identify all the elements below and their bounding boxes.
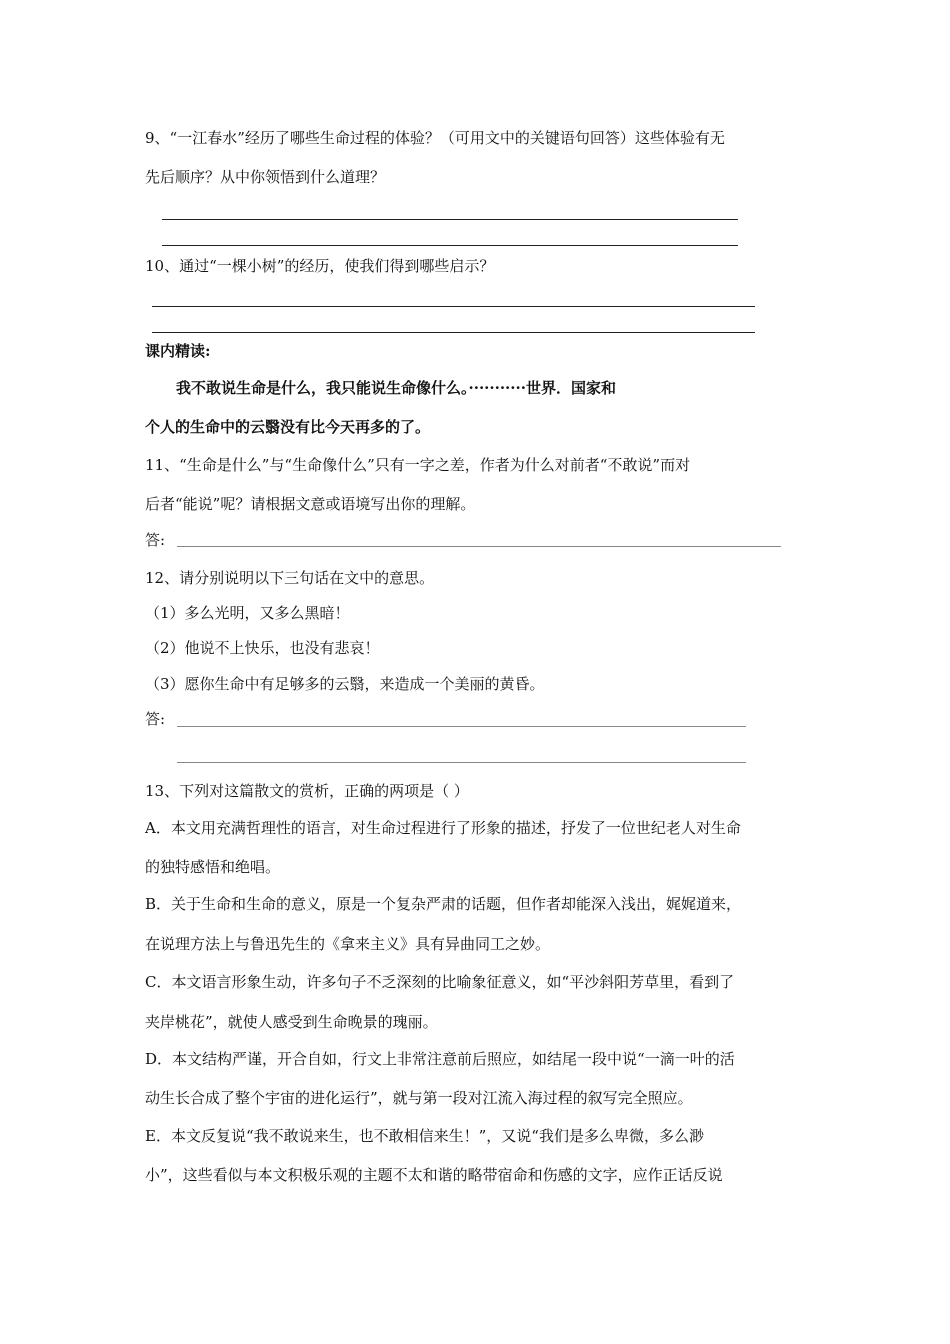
q13-option-a-line2: 的独特感悟和绝唱。 xyxy=(145,858,281,876)
q13-option-c-line1: C．本文语言形象生动，许多句子不乏深刻的比喻象征意义，如“平沙斜阳芳草里，看到了 xyxy=(145,973,735,991)
q10-answer-line-1 xyxy=(152,306,755,307)
q13-option-e-line1: E．本文反复说“我不敢说来生，也不敢相信来生！”，又说“我们是多么卑微，多么渺 xyxy=(145,1127,704,1145)
reading-line2: 个人的生命中的云翳没有比今天再多的了。 xyxy=(145,418,431,436)
q12-answer-line-2 xyxy=(177,762,746,763)
q12-item-3: （3）愿你生命中有足够多的云翳，来造成一个美丽的黄昏。 xyxy=(145,675,545,693)
q12-item-2: （2）他说不上快乐，也没有悲哀！ xyxy=(145,639,380,657)
q11-line1: 11、“生命是什么”与“生命像什么”只有一字之差，作者为什么对前者“不敢说”而对 xyxy=(145,456,691,474)
q12-item-1: （1）多么光明，又多么黑暗！ xyxy=(145,604,350,622)
q9-line2: 先后顺序？从中你领悟到什么道理？ xyxy=(145,168,386,186)
q13-option-d-line1: D．本文结构严谨，开合自如，行文上非常注意前后照应，如结尾一段中说“一滴一叶的活 xyxy=(145,1050,735,1068)
q13-text: 13、下列对这篇散文的赏析，正确的两项是（ ） xyxy=(145,782,469,800)
q10-answer-line-2 xyxy=(152,332,755,333)
q11-answer-label: 答: xyxy=(145,531,166,549)
q12-answer-label: 答: xyxy=(145,710,166,728)
q13-option-c-line2: 夹岸桃花”，就使人感受到生命晚景的瑰丽。 xyxy=(145,1013,438,1031)
q12-answer-line-1 xyxy=(177,726,746,727)
q13-option-b-line2: 在说理方法上与鲁迅先生的《拿来主义》具有异曲同工之妙。 xyxy=(145,935,551,953)
q11-answer-line xyxy=(177,546,781,547)
q13-option-b-line1: B．关于生命和生命的意义，原是一个复杂严肃的话题，但作者却能深入浅出，娓娓道来， xyxy=(145,895,742,913)
q13-option-d-line2: 动生长合成了整个宇宙的进化运行”，就与第一段对江流入海过程的叙写完全照应。 xyxy=(145,1089,693,1107)
q9-answer-line-1 xyxy=(162,219,738,220)
reading-line1: 我不敢说生命是什么，我只能说生命像什么。···········世界．国家和 xyxy=(176,379,616,397)
q12-text: 12、请分别说明以下三句话在文中的意思。 xyxy=(145,569,435,587)
reading-heading: 课内精读: xyxy=(145,342,211,360)
q13-option-e-line2: 小”，这些看似与本文积极乐观的主题不太和谐的略带宿命和伤感的文字，应作正话反说 xyxy=(145,1166,723,1184)
q9-line1: 9、“一江春水”经历了哪些生命过程的体验？（可用文中的关键语句回答）这些体验有无 xyxy=(145,129,725,147)
q9-answer-line-2 xyxy=(162,245,738,246)
q11-line2: 后者“能说”呢？请根据文意或语境写出你的理解。 xyxy=(145,495,476,513)
q10-text: 10、通过“一棵小树”的经历，使我们得到哪些启示？ xyxy=(145,257,495,275)
q13-option-a-line1: A．本文用充满哲理性的语言，对生命过程进行了形象的描述，抒发了一位世纪老人对生命 xyxy=(145,819,741,837)
